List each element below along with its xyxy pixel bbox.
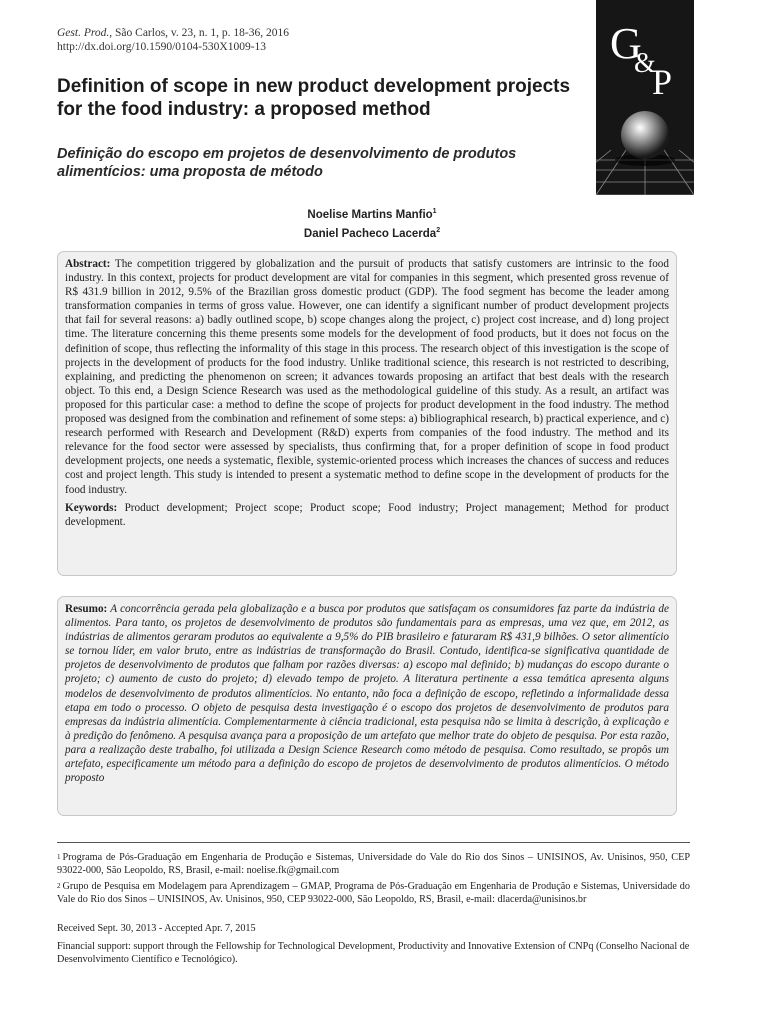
footnote-1-text: Programa de Pós-Graduação em Engenharia de Produção e Sistemas, Universidade do Vale do Rio dos Sinos – UNISINOS, Av. Unisinos, 950, CEP 93022-000, São Leopoldo, RS, Brasil, e-mail: noelise.fk@gmail.com (57, 852, 690, 876)
resumo-label: Resumo: (65, 603, 108, 615)
author-2-affiliation-mark: 2 (436, 226, 441, 234)
author-1-affiliation-mark: 1 (432, 208, 437, 215)
abstract-box (57, 251, 677, 576)
footnote-2 (57, 880, 690, 906)
footnote-1 (57, 851, 690, 877)
resumo-text: A concorrência gerada pela globalização e a busca por produtos que satisfaçam os consumidores faz parte da indústria de alimentos. Para tanto, os projetos de desenvolvimento de produtos são fundamentais para as empresas, uma vez que, em 2012, as indústrias de alimentos geraram produtos ao equivalente a 9,5% do PIB brasileiro e faturaram R$ 431,9 bilhões. O setor alimentício se tornou líder, em valor bruto, entre as indústrias de transformação do Brasil. Contudo, identifica-se significativa quantidade de projetos de desenvolvimento de produtos que falham por razões diversas: a) escopo mal definido; b) mudanças do escopo durante o projeto; c) aumento de custo do projeto; d) elevado tempo de projeto. A literatura pertinente a essa temática apresenta alguns modelos de desenvolvimento de produtos alimentícios. No entanto, não foca a definição de escopo, refletindo a informalidade dessa etapa em todo o processo. O objeto de pesquisa desta investigação é o escopo dos projetos de desenvolvimento de produtos para empresas da indústria alimentícia. Complementarmente à ciência tradicional, esta pesquisa não se limita à descrição, à explicação e à predição do fenômeno. A pesquisa avança para a proposição de um artefato que melhor trate do objeto de pesquisa. Por esta razão, para a realização deste trabalho, foi utilizada a Design Science Research como método de pesquisa. Como resultado, se propôs um artefato, especificamente um método para a definição do escopo de projetos de desenvolvimento de produtos alimentícios. O método proposto (65, 603, 669, 785)
footnote-2-number: 2 (57, 882, 61, 890)
keywords-label: Keywords: (65, 501, 118, 514)
footnote-2-text: Grupo de Pesquisa em Modelagem para Aprendizagem – GMAP, Programa de Pós-Graduação em Engenharia de Produção e Sistemas, Universidade do Vale do Rio dos Sinos – UNISINOS, Av. Unisinos, 950, CEP 93022-000, São Leopoldo, RS, Brasil, e-mail: dlacerda@unisinos.br (57, 881, 690, 905)
author-list (0, 204, 744, 242)
received-dates: Received Sept. 30, 2013 - Accepted Apr. 7, 2015 (57, 923, 256, 934)
journal-name: Gest. Prod. (57, 27, 110, 39)
logo-letter-g: G (610, 19, 642, 68)
abstract-text: The competition triggered by globalization and the pursuit of products that satisfy customers are intrinsic to the food industry. In this context, projects for product development are vital for companies in this segment, which presented gross revenue of R$ 431.9 billion in 2012, 9.5% of the Brazilian gross domestic product (GDP). The food segment has become the leader among transformation companies in terms of gross value. However, one can identify a significant number of product development projects that fail for several reasons: a) badly outlined scope, b) scope changes along the project, c) project cost increase, and d) long project time. The literature concerning this theme presents some models for the development of food products, but it does not focus on the definition of scope, thus reflecting the informality of this stage in this process. The research object of this investigation is the scope of projects in the development of products for the food industry. Unlike traditional science, this research is not restricted to describing, explaining, and predicting the phenomenon on screen; it advances towards proposing an artifact that best deals with the research object. To this end, a Design Science Research was used as the methodological guideline of this study. As a result, an artifact was proposed for this particular case: a method to define the scope of projects for product development in the food industry. The method proposed was designed from the combination and refinement of some steps: a) bibliographical research, b) practical experience, and c) research performed with Research and Development (R&D) experts from companies of the food industry. The method and its relevance for the food sector were assessed by specialists, thus confirming that, for a proper definition of scope in food product development projects, one needs a systematic, flexible, systemic-oriented process which increases the chances of success and reduces cost and project length. This study is intended to present a systematic method to define scope in the development of products for the food industry. (65, 258, 669, 496)
logo-letter-p: P (652, 62, 673, 102)
footnote-divider (57, 842, 690, 843)
logo-ampersand: & (634, 48, 656, 79)
footnote-1-number: 1 (57, 853, 61, 861)
doi-link[interactable]: http://dx.doi.org/10.1590/0104-530X1009-13 (57, 41, 267, 53)
author-1: Noelise Martins Manfio$^1$ (307, 208, 437, 221)
keywords-paragraph (65, 501, 669, 529)
paper-title-portuguese: Definição do escopo em projetos de desenvolvimento de produtos alimentícios: uma proposta de método (57, 146, 517, 180)
paper-title: Definition of scope in new product development projects for the food industry: a proposed method (57, 76, 571, 120)
abstract-label: Abstract: (65, 258, 111, 270)
resumo-box (57, 596, 677, 816)
author-2: Daniel Pacheco Lacerda$^2$ (303, 226, 441, 240)
journal-citation (57, 26, 289, 54)
journal-volume: , São Carlos, v. 23, n. 1, p. 18-36, 2016 (109, 27, 290, 39)
abstract-paragraph (65, 257, 669, 497)
financial-support: Financial support: support through the Fellowship for Technological Development, Productivity and Innovative Extension of CNPq (Conselho Nacional de Desenvolvimento Científico e Tecnológico). (57, 941, 690, 965)
resumo-paragraph (65, 602, 669, 785)
journal-logo (596, 0, 694, 195)
globe-grid-logo-icon (596, 0, 694, 195)
keywords-text: Product development; Project scope; Product scope; Food industry; Project management; Method for product development. (65, 501, 670, 528)
